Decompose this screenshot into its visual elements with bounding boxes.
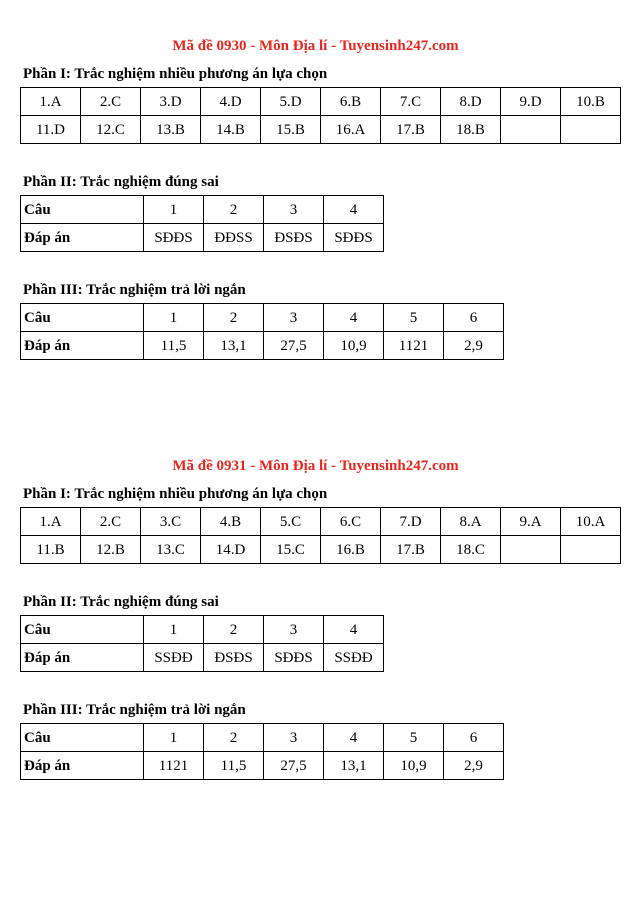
answer-cell: 12.C — [81, 116, 141, 144]
exam-title: Mã đề 0931 - Môn Địa lí - Tuyensinh247.com — [172, 458, 459, 474]
question-cell: 2 — [204, 616, 264, 644]
table-row — [21, 724, 504, 752]
answer-cell: 17.B — [381, 116, 441, 144]
question-cell: 4 — [324, 304, 384, 332]
part3-heading: Phần III: Trắc nghiệm trả lời ngắn — [23, 282, 246, 298]
table-row — [21, 644, 384, 672]
answer-cell: 4.B — [201, 508, 261, 536]
answer-cell: 11,5 — [204, 752, 264, 780]
answer-cell: 10,9 — [384, 752, 444, 780]
answer-cell: 10.B — [561, 88, 621, 116]
table-row — [21, 508, 621, 536]
answer-cell: 12.B — [81, 536, 141, 564]
answer-cell: 3.D — [141, 88, 201, 116]
answer-cell: 6.C — [321, 508, 381, 536]
table-row — [21, 332, 504, 360]
question-cell: 1 — [144, 196, 204, 224]
answer-cell: 4.D — [201, 88, 261, 116]
answer-cell: 2.C — [81, 508, 141, 536]
answer-cell: 9.A — [501, 508, 561, 536]
row-label-answer: Đáp án — [21, 644, 144, 672]
exam-title: Mã đề 0930 - Môn Địa lí - Tuyensinh247.com — [172, 38, 459, 54]
row-label-answer: Đáp án — [21, 752, 144, 780]
question-cell: 2 — [204, 724, 264, 752]
answer-cell: 16.B — [321, 536, 381, 564]
answer-cell: 27,5 — [264, 332, 324, 360]
answer-cell: 6.B — [321, 88, 381, 116]
answer-cell: SĐĐS — [324, 224, 384, 252]
answer-cell: SĐĐS — [144, 224, 204, 252]
question-cell: 1 — [144, 304, 204, 332]
part2-heading: Phần II: Trắc nghiệm đúng sai — [23, 594, 219, 610]
answer-cell: 5.D — [261, 88, 321, 116]
answer-cell: 17.B — [381, 536, 441, 564]
answer-cell: 14.D — [201, 536, 261, 564]
row-label-question: Câu — [21, 304, 144, 332]
answer-cell: 1121 — [144, 752, 204, 780]
answer-cell: 1.A — [21, 88, 81, 116]
row-label-question: Câu — [21, 196, 144, 224]
part1-answer-table — [20, 87, 621, 144]
part3-answer-table — [20, 723, 504, 780]
row-label-answer: Đáp án — [21, 332, 144, 360]
part1-heading: Phần I: Trắc nghiệm nhiều phương án lựa chọn — [23, 66, 328, 82]
answer-cell: 13.B — [141, 116, 201, 144]
answer-cell: 16.A — [321, 116, 381, 144]
question-cell: 3 — [264, 616, 324, 644]
answer-cell: 15.C — [261, 536, 321, 564]
answer-cell — [561, 116, 621, 144]
table-row — [21, 196, 384, 224]
table-row — [21, 536, 621, 564]
answer-cell: ĐĐSS — [204, 224, 264, 252]
question-cell: 3 — [264, 724, 324, 752]
part3-answer-table — [20, 303, 504, 360]
answer-cell: 11,5 — [144, 332, 204, 360]
answer-cell: 7.D — [381, 508, 441, 536]
answer-cell: 13.C — [141, 536, 201, 564]
question-cell: 2 — [204, 304, 264, 332]
answer-cell: 8.D — [441, 88, 501, 116]
answer-cell: 10,9 — [324, 332, 384, 360]
answer-cell: 5.C — [261, 508, 321, 536]
answer-cell: 2,9 — [444, 752, 504, 780]
question-cell: 4 — [324, 196, 384, 224]
answer-cell: 2.C — [81, 88, 141, 116]
answer-cell: SSĐĐ — [324, 644, 384, 672]
answer-cell: 15.B — [261, 116, 321, 144]
question-cell: 3 — [264, 304, 324, 332]
part3-heading: Phần III: Trắc nghiệm trả lời ngắn — [23, 702, 246, 718]
answer-cell: 1121 — [384, 332, 444, 360]
answer-cell: 13,1 — [204, 332, 264, 360]
table-row — [21, 224, 384, 252]
question-cell: 5 — [384, 304, 444, 332]
question-cell: 6 — [444, 724, 504, 752]
answer-cell: 2,9 — [444, 332, 504, 360]
table-row — [21, 304, 504, 332]
answer-cell: SĐĐS — [264, 644, 324, 672]
row-label-question: Câu — [21, 724, 144, 752]
table-row — [21, 88, 621, 116]
table-row — [21, 116, 621, 144]
part1-heading: Phần I: Trắc nghiệm nhiều phương án lựa chọn — [23, 486, 328, 502]
answer-cell: 18.C — [441, 536, 501, 564]
part2-heading: Phần II: Trắc nghiệm đúng sai — [23, 174, 219, 190]
question-cell: 3 — [264, 196, 324, 224]
answer-cell: SSĐĐ — [144, 644, 204, 672]
answer-cell: 7.C — [381, 88, 441, 116]
part2-answer-table — [20, 195, 384, 252]
question-cell: 6 — [444, 304, 504, 332]
answer-cell: 18.B — [441, 116, 501, 144]
question-cell: 1 — [144, 724, 204, 752]
answer-cell: 9.D — [501, 88, 561, 116]
question-cell: 4 — [324, 724, 384, 752]
answer-cell — [501, 536, 561, 564]
answer-cell: 11.B — [21, 536, 81, 564]
answer-cell: 14.B — [201, 116, 261, 144]
answer-cell: 3.C — [141, 508, 201, 536]
table-row — [21, 616, 384, 644]
table-row — [21, 752, 504, 780]
answer-cell: 11.D — [21, 116, 81, 144]
answer-cell — [501, 116, 561, 144]
question-cell: 2 — [204, 196, 264, 224]
answer-cell: ĐSĐS — [264, 224, 324, 252]
row-label-question: Câu — [21, 616, 144, 644]
part1-answer-table — [20, 507, 621, 564]
question-cell: 5 — [384, 724, 444, 752]
question-cell: 4 — [324, 616, 384, 644]
answer-cell: 27,5 — [264, 752, 324, 780]
answer-cell: 1.A — [21, 508, 81, 536]
answer-cell — [561, 536, 621, 564]
answer-cell: 13,1 — [324, 752, 384, 780]
part2-answer-table — [20, 615, 384, 672]
row-label-answer: Đáp án — [21, 224, 144, 252]
answer-cell: ĐSĐS — [204, 644, 264, 672]
answer-cell: 10.A — [561, 508, 621, 536]
question-cell: 1 — [144, 616, 204, 644]
answer-cell: 8.A — [441, 508, 501, 536]
